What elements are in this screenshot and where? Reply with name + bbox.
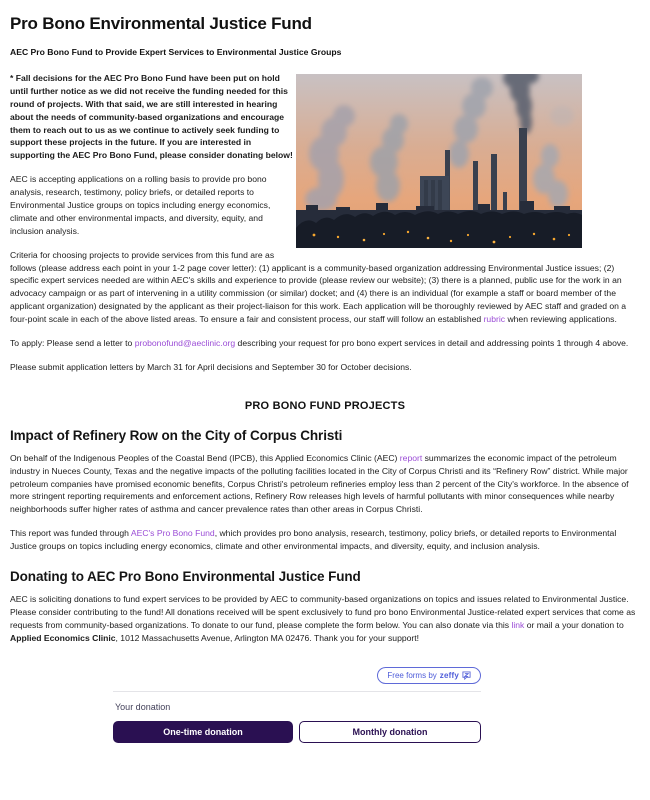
projects-section-heading: PRO BONO FUND PROJECTS bbox=[244, 399, 406, 412]
zeffy-donation-form bbox=[113, 667, 481, 743]
page-subtitle: AEC Pro Bono Fund to Provide Expert Services to Environmental Justice Groups bbox=[10, 47, 342, 57]
monthly-donation-button[interactable]: Monthly donation bbox=[299, 721, 481, 743]
criteria-text: Criteria for choosing projects to provide services from this fund are as follows (please address each point in your 1-2 page cover letter): (1) applicant is a community-based organization addressing Environmental Justice issues; (2) specific expert services needed are within AEC's skills and experience to provide (please review our website); (3) there is a planned, public use for the work in an advocacy campaign or as part of intervening in a utility commission (or similar) docket; and (4) there is an individual (for example a staff or board member of the applicant organization) designated by the applicant as their project-liaison for this work. Each application will be thoroughly reviewed by AEC staff and graded on a four-point scale in each of the above listed areas. To ensure a fair and consistent process, our staff will follow an established bbox=[10, 249, 627, 325]
donate-heading: Donating to AEC Pro Bono Environmental Justice Fund bbox=[10, 569, 361, 585]
zeffy-logo-icon bbox=[462, 671, 471, 680]
form-divider bbox=[113, 691, 481, 692]
summary-text: On behalf of the Indigenous Peoples of the Coastal Bend (IPCB), this Applied Economics Clinic (AEC) bbox=[10, 452, 400, 463]
smokestacks-photo-graphic bbox=[296, 74, 582, 248]
one-time-donation-button[interactable]: One-time donation bbox=[113, 721, 293, 743]
funding-text-end: , which provides pro bono analysis, research, testimony, policy briefs, or detailed reports to Environmental Justice groups on topics including energy economics, climate and other environmental impacts, and diversity, equity, and inclusion analysis. bbox=[10, 528, 617, 552]
apply-text: To apply: Please send a letter to bbox=[10, 338, 135, 349]
probonofund-email-link[interactable]: probonofund@aeclinic.org bbox=[134, 338, 236, 349]
summary-text-end: summarizes the economic impact of the petroleum industry in Nueces County, Texas and the negative impacts of the polluting facilities located in the City of Corpus Christi and its “Refinery Row” district. While major petroleum companies have promised economic benefits, Corpus Christi's petroleum refineries employ less than 2 percent of the City's workforce. In the absence of more stringent reporting requirements and enforcement actions, Refinery Row releases high levels of harmful pollutants with minor consequences while nearby neighborhoods suffer higher rates of asthma and cancer prevalence rates than other areas in Corpus Christi. bbox=[10, 452, 629, 515]
donation-frequency-buttons bbox=[113, 721, 481, 743]
deadline-paragraph: Please submit application letters by March 31 for April decisions and September 30 for October decisions. bbox=[10, 361, 412, 372]
donate-text-mid: or mail a your donation to bbox=[524, 619, 624, 630]
criteria-paragraph bbox=[10, 249, 640, 326]
donate-paragraph bbox=[10, 593, 640, 645]
zeffy-badge[interactable] bbox=[377, 667, 481, 684]
donate-link[interactable]: link bbox=[511, 619, 525, 630]
intro-section bbox=[10, 72, 640, 374]
org-name: Applied Economics Clinic bbox=[10, 632, 116, 643]
badge-row bbox=[113, 667, 481, 684]
zeffy-badge-text: Free forms by bbox=[387, 670, 437, 680]
pro-bono-fund-link[interactable]: AEC's Pro Bono Fund bbox=[130, 528, 215, 539]
rubric-link[interactable]: rubric bbox=[483, 314, 506, 325]
apply-text-end: describing your request for pro bono expert services in detail and addressing points 1 through 4 above. bbox=[235, 338, 629, 349]
donation-amount-label: Your donation bbox=[115, 701, 171, 712]
donate-text: AEC is soliciting donations to fund expert services to be provided by AEC to community-based organizations on topics and issues related to Environmental Justice. Please consider contributing to the fund! All donations received will be spent exclusively to fund pro bono Environmental Justice-related expert services that come as requests from community-based organizations. To donate to our fund, please complete the form below. You can also donate via this bbox=[10, 594, 636, 630]
donate-text-end: , 1012 Massachusetts Avenue, Arlington MA 02476. Thank you for your support! bbox=[115, 632, 420, 643]
criteria-text-end: when reviewing applications. bbox=[505, 314, 617, 325]
accepting-paragraph: AEC is accepting applications on a rolling basis to provide pro bono analysis, research, testimony, policy briefs, or detailed reports to Environmental Justice groups on topics including energy economics, climate and other environmental impacts, and diversity, equity, and inclusion analysis. bbox=[10, 174, 271, 236]
page-title: Pro Bono Environmental Justice Fund bbox=[10, 14, 312, 33]
report-link[interactable]: report bbox=[399, 452, 423, 463]
project-funding-paragraph bbox=[10, 527, 640, 553]
zeffy-brand: zeffy bbox=[439, 670, 459, 680]
smokestacks-photo bbox=[296, 74, 640, 248]
hold-notice-paragraph: * Fall decisions for the AEC Pro Bono Fund have been put on hold until further notice as we did not receive the funding needed for this round of projects. With that said, we are still interested in hearing about the needs of community-based organizations and encourage them to reach out to us as we continue to actively seek funding to support these projects in the future. If you are interested in supporting the AEC Pro Bono Fund, please consider donating below! bbox=[10, 73, 293, 161]
project-title: Impact of Refinery Row on the City of Corpus Christi bbox=[10, 427, 343, 443]
project-summary-paragraph bbox=[10, 452, 640, 516]
apply-paragraph bbox=[10, 337, 640, 350]
funding-text: This report was funded through bbox=[10, 528, 131, 539]
